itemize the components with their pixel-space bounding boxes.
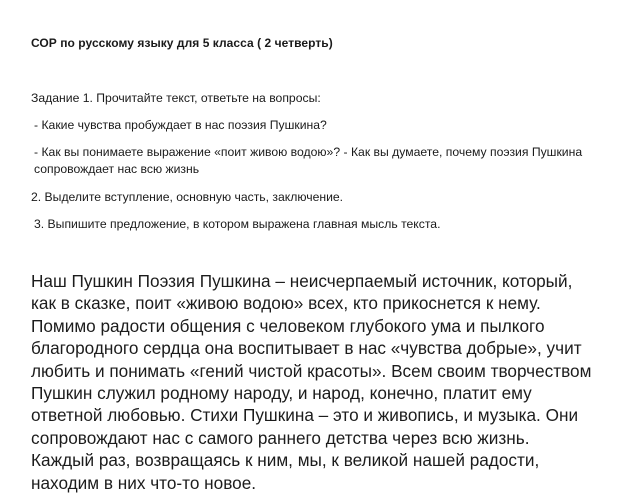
text-line: Пушкин служил родному народу, и народ, конечно, платит ему: [31, 383, 532, 404]
text-line: ответной любовью. Стихи Пушкина – это и живопись, и музыка. Они: [31, 405, 579, 426]
text-line: Помимо радости общения с человеком глубокого ума и пылкого: [31, 315, 545, 336]
text-line: находим в них что-то новое.: [31, 472, 257, 493]
question-2: - Как вы понимаете выражение «поит живою водою»? - Как вы думаете, почему поэзия Пушкина сопровождает нас всю жизнь: [34, 145, 583, 176]
task-3-instruction: 3. Выпишите предложение, в котором выражена главная мысль текста.: [34, 217, 441, 231]
task-2-instruction: 2. Выделите вступление, основную часть, заключение.: [31, 190, 344, 204]
text-line: любить и понимать «гений чистой красоты». Всем своим творчеством: [31, 360, 592, 381]
text-line: как в сказке, поит «живою водою» всех, кто прикоснется к нему.: [31, 293, 541, 314]
task-1-instruction: Задание 1. Прочитайте текст, ответьте на вопросы:: [31, 91, 321, 105]
question-1: - Какие чувства пробуждает в нас поэзия Пушкина?: [34, 118, 327, 132]
document-title: СОР по русскому языку для 5 класса ( 2 четверть): [31, 36, 333, 50]
text-line: сопровождают нас с самого раннего детства через всю жизнь.: [31, 427, 530, 448]
text-line: Каждый раз, возвращаясь к ним, мы, к великой нашей радости,: [31, 450, 540, 471]
text-line: Наш Пушкин Поэзия Пушкина – неисчерпаемый источник, который,: [31, 271, 573, 291]
text-line: благородного сердца она воспитывает в нас «чувства добрые», учит: [31, 338, 582, 359]
reading-text: [31, 270, 631, 494]
